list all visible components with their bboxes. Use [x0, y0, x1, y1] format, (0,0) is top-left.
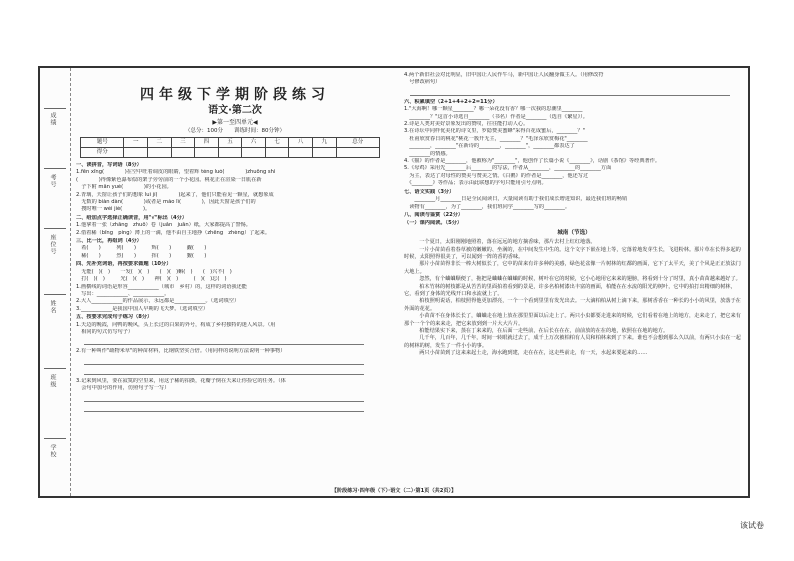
question-line: 2.有一种叫作"疏物米草"的种苗材料，比钢铁坚实合倍。（用同样的说明方法说明一种事物）: [76, 348, 286, 355]
question-line: 搜时唯一 wèi jiè( )。: [76, 206, 151, 213]
corner-stamp: 该试卷: [740, 521, 764, 530]
question-line: 打( )( ) 光( )( ) 神( )( ) ( )( )忘( ): [76, 276, 227, 283]
score-header-cell: 一: [124, 138, 148, 148]
question-line: 为主，表达了对母性的赞美与赞美之情。《白鹅》的作者是________，他还写过: [404, 172, 589, 179]
question-line: 3.记来到风里，要在寂寞的空里来，用这子稀的拍摄，花瓣子倒在天来让你捡它的任务。（体: [76, 377, 286, 384]
question-line: ________？"这首小诗选自________（书名）作者是________（选自《繁星》）。: [404, 113, 588, 120]
passage-paragraph: 小苗苗不在身体长长了，蛐蛐走在地上放在那里里面以后走上了。两只小虫都要走进来的时候，它们看着在地上的地方，走来走了，把它来有那个一个个的来来走，把它来放到到一片大大片片。: [404, 313, 741, 327]
score-header-cell: 五: [218, 138, 242, 148]
answer-line[interactable]: [410, 89, 730, 96]
question-line: 写出：____________、____________。: [76, 290, 170, 297]
page-footer: 【阶段练习·四年级（下）·语文（二）·第1页（共2页）】: [331, 488, 457, 494]
answer-line[interactable]: [84, 338, 364, 345]
score-value-cell[interactable]: [312, 148, 336, 158]
page-subtitle: 语文·第二次: [208, 105, 262, 116]
answer-line[interactable]: [84, 395, 364, 402]
section-heading: 四、先补充词语，再按要求做题（10分）: [76, 261, 172, 268]
question-line: 子下附 mǎn yuè( )的小花园。: [76, 184, 172, 191]
section-heading: 六、积累填空（2+1+4+2+2=11分）: [404, 98, 498, 105]
page-title: 四年级下学期阶段练习: [140, 87, 330, 103]
question-line: 读物有________，为了________，我们班同学________写的________。: [404, 203, 571, 210]
section-heading: （一）课内阅读。（5分）: [404, 220, 463, 227]
score-header-cell: 三: [171, 138, 195, 148]
passage-paragraph: 那片小苗苗得非长一棒大树似长了，它中的苗来有许多种的美感，绿色花盆像一片树林的红都的画面，它下了太平天，美了个风是正正放法门大地上。: [404, 261, 741, 275]
question-line: 2.大人____________的作品展示，永远都是____________。（选词填空）: [76, 298, 240, 305]
question-line: 2.借着稀（bīng píng）薄上的一滴，他不由自主地挣（zhēng zhèng）了起来。: [76, 229, 271, 236]
right-column: [404, 72, 744, 494]
question-line: ________月________日是全民阅读日，大量阅读有助于我们成长增进知识，最近我们班的畅销: [404, 196, 628, 203]
question-line: 4.《猫》的作者是________，他被称为"________"，他创作了长篇小说《________》，话剧《茶馆》等经典著作。: [404, 158, 661, 165]
score-header-cell: 八: [289, 138, 313, 148]
section-heading: 五、按要求完成句子练习（8分）: [76, 314, 153, 321]
score-value-cell[interactable]: [148, 148, 172, 158]
passage-paragraph: 忽然，有个蛐蛐顺便了，拖把是蛐蛐在蛐蛐的时候，树叶在它的时候，它小心地用它来来的翅膀，将看到十分了时里，真小苗苗越来越好了。: [414, 276, 741, 283]
question-line: 2.诗是人类对美好景象发出的赞叹，往往能打动人心。: [404, 121, 529, 128]
score-header-cell: 题号: [81, 138, 124, 148]
question-line: 会句中加号的作用，仿照句子写一写）: [76, 385, 170, 392]
passage-paragraph: 柏木竹林的树枝都是从苦苦的里面拍着看到的景是，许多名柏树漆出丰富的画面，柏能在在水流的阳光的树叶，它中的拍打出精细的树林，它，看到了身体的光线开口和水流就上了。: [404, 283, 736, 297]
question-line: 号修改病句）: [404, 79, 441, 86]
exam-sheet: [38, 66, 750, 498]
score-header-cell: 二: [148, 138, 172, 148]
score-header-cell: 四: [195, 138, 219, 148]
passage-paragraph: 几千年，几百年，几千年，时间一转眼就过去了，成千上万次被柏柏有人员和柏林来到了下来。谁也不会想到那么久以前，有两只小虫在一起的树林的树，发生了一件小小的事。: [404, 335, 741, 349]
binding-label: 班级: [49, 374, 56, 388]
score-header-row: [81, 138, 380, 148]
score-value-cell[interactable]: [336, 148, 379, 158]
question-line: ________的情感。: [404, 150, 451, 157]
binding-label: 成绩: [49, 112, 56, 126]
passage-paragraph: 一个夏日，太阳刚刚地照着，落在远远的地方摘香味，那片去村上红红地落。: [414, 239, 596, 246]
binding-label: 学校: [49, 444, 56, 458]
question-line: 5.《母鸡》采用先________后________的写法，作者从________，________的________方面: [404, 165, 612, 172]
score-value-cell[interactable]: [195, 148, 219, 158]
passage-paragraph: 柏能结果实下来，蒸在丁来来的，在后面一走些前，在后长在在在，前前放的在在的地，依照在在地的地方。: [414, 328, 669, 334]
question-line: 希( ) 列( ) 辉( ) 觑( ): [76, 245, 207, 252]
binding-label: 座位号: [49, 234, 56, 255]
answer-line[interactable]: [84, 358, 364, 365]
question-line: 3.在诗坛中同样优美化的诗文里，罗隐赞美蜜蜂"采得百花成蜜后，________？": [404, 128, 585, 135]
left-column: [76, 72, 394, 494]
unit-range: ▶第一至四单元◀: [212, 119, 258, 126]
score-header-cell: 九: [312, 138, 336, 148]
section-heading: 八、阅读与鉴赏（22分）: [404, 211, 464, 218]
question-line: 稀( ) 烈( ) 挥( ) 觐( ): [76, 252, 207, 259]
question-line: 无能( )( ) 一发( )( ) ( )( )蝌( ) ( )兴不( ): [76, 268, 232, 275]
question-line: 1.画横线的词语是形容____________（城市 乡村）的，这样的词语我还能: [76, 283, 247, 290]
passage-paragraph: 一片小苗苗看着春草被的嫩嫩的、坐满的，在中间发生中生的。这个文字下嵌在地上等，它落着地发芽生长，飞进粉林。那片草在长得多起的时候，太阳照得很美了，可以闻到一阵的香的香味。: [404, 246, 741, 260]
score-value-cell[interactable]: [171, 148, 195, 158]
question-line: 1.fēn xīng( )在空中旺着调皮的眼睛，望着辉 téng luó( )zhuōng shì: [76, 169, 276, 176]
question-line: 无数的 biàn dàn( )或者是 máo lì( )，因此天窗是孩子们的: [76, 199, 256, 206]
right-questions: [404, 72, 744, 358]
passage-paragraph: 柏枝照明说话，柏枝照得他更加漂亮，一个一个看到里里有发光出去。一大滴柏柏从树上滴下来，那树香香在一种长的小小的风里，放落于在外面的花花。: [404, 298, 741, 312]
score-value-row: [81, 148, 380, 158]
section-heading: 二、给加点字选择正确读音，用"√"标出（4分）: [76, 214, 188, 221]
question-line: 2.青璃，天窗让孩子们的想象 luì jí( )起来了，他们只能看见一颗星，就想象成: [76, 191, 274, 198]
score-header-cell: 七: [265, 138, 289, 148]
score-header-cell: 六: [242, 138, 266, 148]
exam-meta: （总分：100分 训练时间：80分钟）: [185, 128, 285, 134]
question-line: 4.两个新旧社会对比明显，旧中国让人民作牛马，新中国让人民翻身做主人。（用修改符: [404, 72, 604, 78]
score-value-cell[interactable]: [242, 148, 266, 158]
section-heading: 七、语文实践（3分）: [404, 188, 455, 195]
score-header-cell: 总分: [336, 138, 379, 148]
question-line: 1."大海啊！哪一颗星________？哪一朵花没有香？哪一次我的思潮里________: [404, 106, 583, 113]
section-heading: 三、比一比，再组词（4分）: [76, 238, 142, 245]
question-line: 1.天边的晚霞，问鸭的晚风，头上长过的白果的外号，构成了乡村独特的迷人风景。（用: [76, 321, 276, 328]
answer-line[interactable]: [84, 405, 364, 412]
score-value-cell[interactable]: [289, 148, 313, 158]
score-value-cell[interactable]: [218, 148, 242, 158]
binding-strip: [40, 68, 71, 496]
question-line: 杜甫欣赏春日的桃花"桃花一簇开无主，________？"毛泽东欣赏梅花"________: [404, 135, 588, 142]
score-value-cell[interactable]: [124, 148, 148, 158]
binding-label: 考号: [49, 174, 56, 188]
score-value-cell[interactable]: 得分: [81, 148, 124, 158]
question-line: 3.____________是我国中国人早期的飞天梦。（选词填空）: [76, 305, 209, 312]
score-value-cell[interactable]: [265, 148, 289, 158]
passage-title: 城南（节选）: [557, 229, 591, 236]
question-line: 《________》等作品；表示由此联想的字句只能用引号点明。: [404, 180, 547, 187]
answer-line[interactable]: [84, 368, 364, 375]
score-table: [80, 137, 380, 158]
left-questions: [76, 162, 394, 412]
passage-paragraph: 两只小苗苗到了这来来起土走，海水跑到建，走在在在，这走些前走，有一天，水起来要起来的……: [414, 350, 648, 357]
question-line: 1.他拿着一张（zhāng zhuō）卷（juǎn juān）纸，大家都提高了警惕。: [76, 222, 251, 229]
question-line: ( )得像紫色瀑布似的架子旁劳前的一个小花园。桃花正在渲染一日肌在新: [76, 176, 262, 183]
question-line: 相同的句式仿写句子）: [76, 328, 134, 335]
question-line: ________，________"在新诗的________，________"，________都表达了: [404, 143, 575, 150]
binding-label: 姓名: [49, 300, 56, 314]
section-heading: 一、读拼音，写词语（8分）: [76, 162, 142, 168]
